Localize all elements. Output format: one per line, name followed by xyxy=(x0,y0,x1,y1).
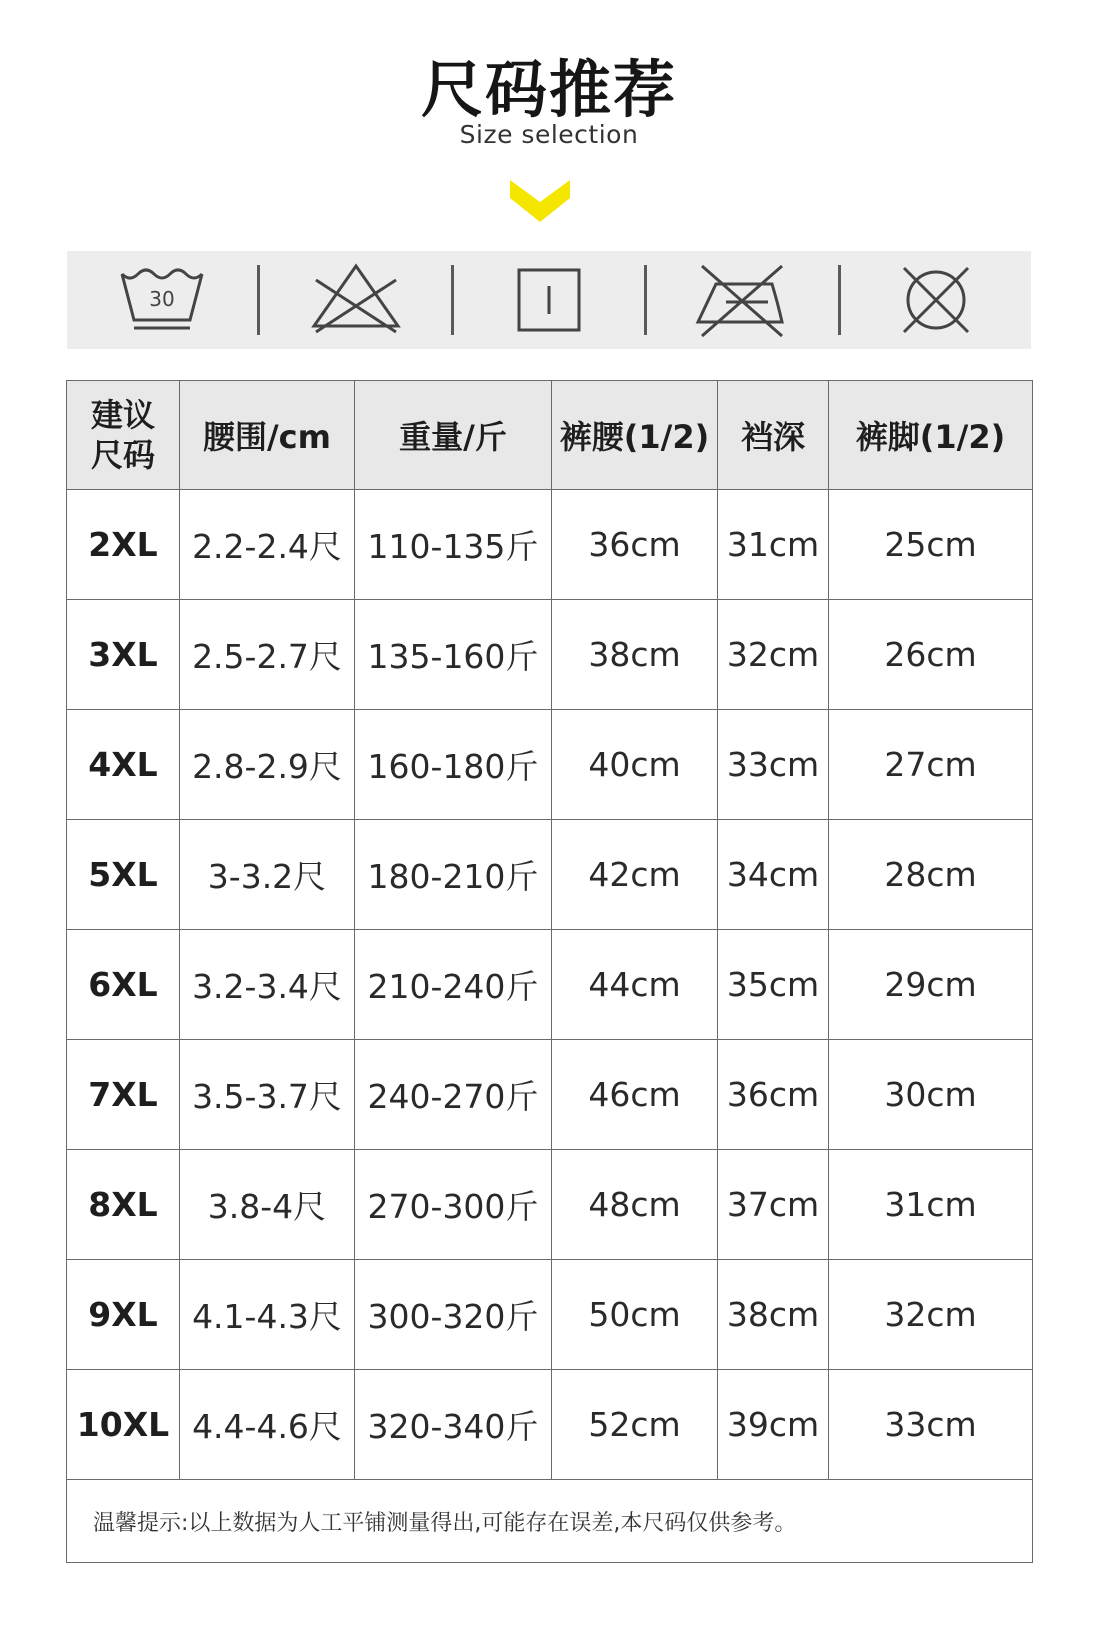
rise-cell: 39cm xyxy=(718,1370,829,1480)
half-hem-cell: 32cm xyxy=(829,1260,1033,1370)
waist-cell: 2.5-2.7尺 xyxy=(180,600,355,710)
care-icons-bar xyxy=(67,251,1031,349)
half-waist-cell: 42cm xyxy=(552,820,718,930)
weight-cell: 300-320斤 xyxy=(355,1260,552,1370)
table-row xyxy=(67,1260,1033,1370)
weight-cell: 210-240斤 xyxy=(355,930,552,1040)
waist-cell: 4.4-4.6尺 xyxy=(180,1370,355,1480)
table-row xyxy=(67,930,1033,1040)
wash-temperature: 30 xyxy=(149,287,175,311)
rise-cell: 38cm xyxy=(718,1260,829,1370)
rise-cell: 32cm xyxy=(718,600,829,710)
page-subtitle: Size selection xyxy=(459,120,639,149)
table-row xyxy=(67,1150,1033,1260)
weight-cell: 160-180斤 xyxy=(355,710,552,820)
weight-cell: 135-160斤 xyxy=(355,600,552,710)
half-waist-cell: 48cm xyxy=(552,1150,718,1260)
rise-cell: 33cm xyxy=(718,710,829,820)
rise-cell: 31cm xyxy=(718,490,829,600)
half-hem-cell: 33cm xyxy=(829,1370,1033,1480)
note-row xyxy=(67,1480,1033,1563)
size-cell: 4XL xyxy=(67,710,180,820)
column-header-size: 建议 尺码 xyxy=(67,381,180,490)
column-header-half-hem: 裤脚(1/2) xyxy=(829,381,1033,490)
table-row xyxy=(67,1370,1033,1480)
waist-cell: 3-3.2尺 xyxy=(180,820,355,930)
chevron-down-icon xyxy=(510,180,570,226)
size-cell: 7XL xyxy=(67,1040,180,1150)
waist-cell: 4.1-4.3尺 xyxy=(180,1260,355,1370)
half-waist-cell: 46cm xyxy=(552,1040,718,1150)
half-waist-cell: 38cm xyxy=(552,600,718,710)
table-row xyxy=(67,820,1033,930)
half-hem-cell: 26cm xyxy=(829,600,1033,710)
weight-cell: 110-135斤 xyxy=(355,490,552,600)
size-cell: 8XL xyxy=(67,1150,180,1260)
column-header-rise: 裆深 xyxy=(718,381,829,490)
half-waist-cell: 40cm xyxy=(552,710,718,820)
size-cell: 9XL xyxy=(67,1260,180,1370)
waist-cell: 3.8-4尺 xyxy=(180,1150,355,1260)
half-waist-cell: 50cm xyxy=(552,1260,718,1370)
half-hem-cell: 30cm xyxy=(829,1040,1033,1150)
rise-cell: 35cm xyxy=(718,930,829,1040)
waist-cell: 2.2-2.4尺 xyxy=(180,490,355,600)
weight-cell: 240-270斤 xyxy=(355,1040,552,1150)
size-cell: 5XL xyxy=(67,820,180,930)
column-header-waist: 腰围/cm xyxy=(180,381,355,490)
half-hem-cell: 29cm xyxy=(829,930,1033,1040)
waist-cell: 3.2-3.4尺 xyxy=(180,930,355,1040)
page-title: 尺码推荐 xyxy=(420,53,677,126)
size-cell: 6XL xyxy=(67,930,180,1040)
weight-cell: 320-340斤 xyxy=(355,1370,552,1480)
half-waist-cell: 44cm xyxy=(552,930,718,1040)
rise-cell: 34cm xyxy=(718,820,829,930)
half-waist-cell: 52cm xyxy=(552,1370,718,1480)
no-bleach-icon xyxy=(306,260,406,340)
waist-cell: 3.5-3.7尺 xyxy=(180,1040,355,1150)
weight-cell: 270-300斤 xyxy=(355,1150,552,1260)
half-hem-cell: 27cm xyxy=(829,710,1033,820)
size-note: 温馨提示:以上数据为人工平铺测量得出,可能存在误差,本尺码仅供参考。 xyxy=(67,1480,1033,1563)
table-header-row xyxy=(67,381,1033,490)
half-hem-cell: 25cm xyxy=(829,490,1033,600)
weight-cell: 180-210斤 xyxy=(355,820,552,930)
table-row xyxy=(67,600,1033,710)
rise-cell: 37cm xyxy=(718,1150,829,1260)
table-row xyxy=(67,1040,1033,1150)
half-hem-cell: 28cm xyxy=(829,820,1033,930)
size-cell: 2XL xyxy=(67,490,180,600)
size-table xyxy=(66,380,1033,1563)
rise-cell: 36cm xyxy=(718,1040,829,1150)
half-waist-cell: 36cm xyxy=(552,490,718,600)
table-row xyxy=(67,490,1033,600)
column-header-half-waist: 裤腰(1/2) xyxy=(552,381,718,490)
no-dry-clean-icon xyxy=(886,260,986,340)
tumble-dry-icon xyxy=(499,260,599,340)
waist-cell: 2.8-2.9尺 xyxy=(180,710,355,820)
column-header-weight: 重量/斤 xyxy=(355,381,552,490)
size-cell: 10XL xyxy=(67,1370,180,1480)
table-row xyxy=(67,710,1033,820)
size-cell: 3XL xyxy=(67,600,180,710)
wash-30-icon xyxy=(112,260,212,340)
no-iron-icon xyxy=(692,260,792,340)
half-hem-cell: 31cm xyxy=(829,1150,1033,1260)
